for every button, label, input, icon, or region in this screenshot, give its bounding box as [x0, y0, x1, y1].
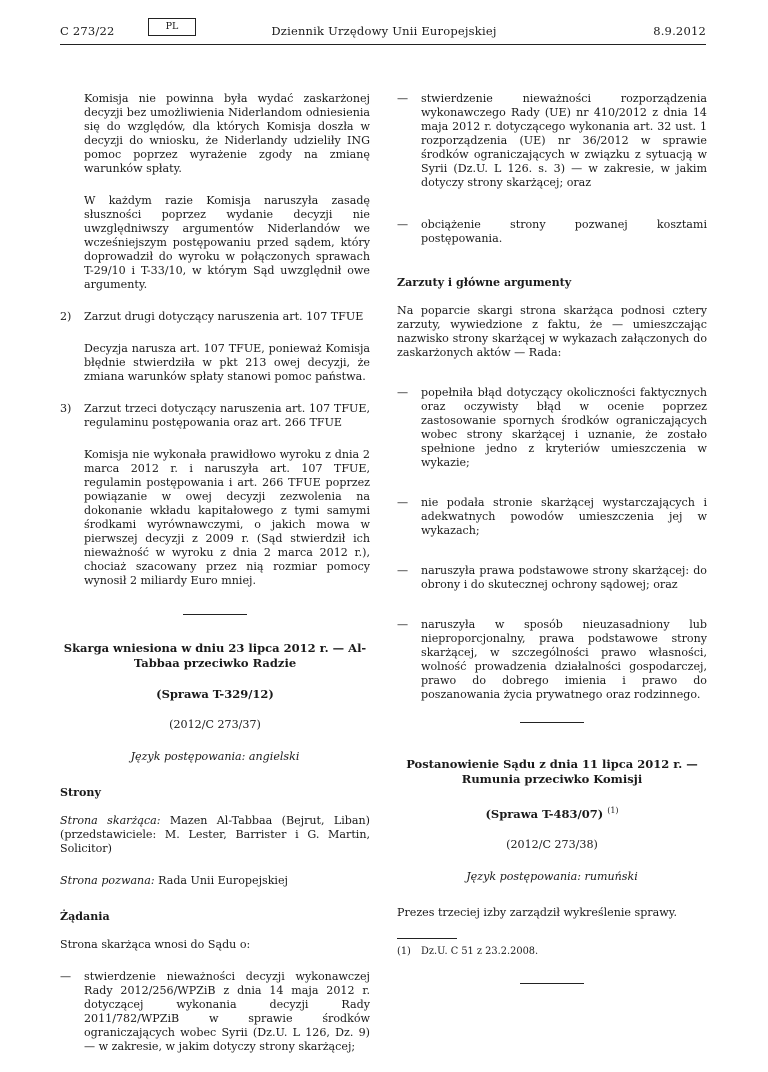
order-reference: (2012/C 273/38): [506, 837, 598, 851]
defendant-line: [60, 874, 370, 888]
list-item-text: naruszyła w sposób nieuzasadniony lub nieproporcjonalny, prawa podstawowe strony skarżącej, w szczególności prawo własności, wolność prowadzenia działalności gospodarczej, prawo do dobrego imienia i prawo do poszanowania życia prywatnego oraz rodzinnego.: [421, 618, 707, 701]
paragraph: Decyzja narusza art. 107 TFUE, ponieważ Komisja błędnie stwierdziła w pkt 213 owej decyzji, że zmiana warunków spłaty stanowi pomoc państwa.: [84, 342, 370, 383]
paragraph: Komisja nie wykonała prawidłowo wyroku z dnia 2 marca 2012 r. i naruszyła art. 107 TFUE, regulamin postępowania i art. 266 TFUE poprzez powiązanie w owej decyzji zezwolenia na dokonanie wkładu kapitałowego z tymi samymi środkami wyrównawczymi, o jakich mowa w pierwszej decyzji z 2009 r. (Sąd stwierdził ich nieważność w wyroku z dnia 2 marca 2012 r.), chociaż szacowany przez nią rozmiar pomocy wynosił 2 miliardy Euro mniej.: [84, 448, 370, 587]
section-heading-zadania: Żądania: [60, 910, 110, 923]
footnote-text: Dz.U. C 51 z 23.2.2008.: [421, 945, 539, 957]
dash-marker: —: [397, 386, 409, 399]
dash-marker: —: [397, 618, 409, 631]
right-column: [397, 92, 707, 1010]
dash-marker: —: [60, 970, 72, 983]
case-title: Skarga wniesiona w dniu 23 lipca 2012 r. — Al-Tabbaa przeciwko Radzie: [63, 641, 367, 670]
list-item-text: stwierdzenie nieważności decyzji wykonawczej Rady 2012/256/WPZiB z dnia 14 maja 2012 r. dotyczącej wykonania decyzji Rady 2011/782/WPZiB w sprawie środków ograniczających wobec Syrii (Dz.U. L 126, Dz. 9) — w zakresie, w jakim dotyczy strony skarżącej;: [84, 970, 370, 1053]
claims-intro: Strona skarżąca wnosi do Sądu o:: [60, 938, 251, 951]
numbered-plea: [60, 310, 370, 324]
order-language: Język postępowania: rumuński: [466, 869, 638, 883]
numbered-plea: [60, 402, 370, 430]
defendant-label: Strona pozwana:: [60, 874, 155, 887]
list-item: [397, 218, 707, 246]
language-badge: PL: [148, 18, 196, 36]
list-item-text: obciążenie strony pozwanej kosztami postępowania.: [421, 218, 707, 245]
applicant-label: Strona skarżąca:: [60, 814, 161, 827]
dash-marker: —: [397, 564, 409, 577]
footnote-rule: [397, 938, 457, 939]
list-item-text: nie podała stronie skarżącej wystarczających i adekwatnych powodów umieszczenia jej w wykazach;: [421, 496, 707, 537]
list-item-text: stwierdzenie nieważności rozporządzenia wykonawczego Rady (UE) nr 410/2012 z dnia 14 maja 2012 r. dotyczącego wykonania art. 32 ust. 1 rozporządzenia (UE) nr 36/2012 w sprawie środków ograniczających w związku z sytuacją w Syrii (Dz.U. L 126. s. 3) — w zakresie, w jakim dotyczy strony skarżącej; oraz: [421, 92, 707, 189]
procedure-language: Język postępowania: angielski: [130, 750, 300, 763]
footnote-reference: (1): [607, 806, 619, 815]
journal-title: Dziennik Urzędowy Unii Europejskiej: [271, 24, 497, 38]
dash-marker: —: [397, 218, 409, 231]
section-separator: [520, 983, 584, 984]
order-title: Postanowienie Sądu z dnia 11 lipca 2012 r. — Rumunia przeciwko Komisji: [406, 757, 698, 786]
dash-marker: —: [397, 496, 409, 509]
paragraph: Komisja nie powinna była wydać zaskarżonej decyzji bez umożliwienia Niderlandom odniesienia się do względów, dla których Komisja doszła w decyzji do wniosku, że Niderlandy udzieliły ING pomoc poprzez wyrażenie zgody na zmianę warunków spłaty.: [84, 92, 370, 175]
list-item: [397, 618, 707, 702]
list-item-text: popełniła błąd dotyczący okoliczności faktycznych oraz oczywisty błąd w ocenie poprzez zastosowanie spornych środków ograniczających wobec strony skarżącej i uznanie, że zostało spełnione jedno z kryteriów umieszczenia w wykazie;: [421, 386, 707, 469]
pleas-intro: Na poparcie skargi strona skarżąca podnosi cztery zarzuty, wywiedzione z faktu, że — umieszczając nazwisko strony skarżącej w wykazach załączonych do zaskarżonych aktów — Rada:: [397, 304, 707, 359]
applicant-line: [60, 814, 370, 856]
applicant-text: Mazen Al-Tabbaa (Bejrut, Liban) (przedstawiciele: M. Lester, Barrister i G. Martin, Solicitor): [60, 814, 370, 855]
paragraph: W każdym razie Komisja naruszyła zasadę słuszności poprzez wydanie decyzji nie uwzględniwszy argumentów Niderlandów we wcześniejszym postępowaniu przed sądem, który doprowadził do wyroku w połączonych sprawach T-29/10 i T-33/10, w którym Sąd uwzględnił owe argumenty.: [84, 194, 370, 291]
list-item: [60, 970, 370, 1054]
plea-number: 3): [60, 402, 72, 415]
plea-title: Zarzut drugi dotyczący naruszenia art. 107 TFUE: [84, 310, 364, 323]
header-rule: [60, 44, 706, 45]
list-item: [397, 496, 707, 538]
section-separator: [520, 722, 584, 723]
footnote: [397, 945, 707, 959]
plea-title: Zarzut trzeci dotyczący naruszenia art. 107 TFUE, regulaminu postępowania oraz art. 266 TFUE: [84, 402, 370, 429]
plea-number: 2): [60, 310, 72, 323]
footnote-number: (1): [397, 945, 411, 957]
dash-marker: —: [397, 92, 409, 105]
section-separator: [183, 614, 247, 615]
section-heading-strony: Strony: [60, 786, 101, 799]
order-case-number: [397, 803, 707, 822]
list-item-text: naruszyła prawa podstawowe strony skarżącej: do obrony i do skutecznej ochrony sądowej; oraz: [421, 564, 707, 591]
order-number: (Sprawa T-483/07): [485, 806, 604, 821]
left-column: [60, 92, 370, 1072]
publication-date: 8.9.2012: [653, 24, 706, 38]
list-item: [397, 386, 707, 470]
list-item: [397, 564, 707, 592]
case-reference: (2012/C 273/37): [169, 718, 261, 731]
journal-reference: C 273/22: [60, 24, 115, 38]
order-text: Prezes trzeciej izby zarządził wykreślenie sprawy.: [397, 905, 678, 919]
case-number: (Sprawa T-329/12): [156, 687, 274, 701]
section-heading-zarzuty: Zarzuty i główne argumenty: [397, 276, 572, 289]
list-item: [397, 92, 707, 190]
defendant-text: Rada Unii Europejskiej: [158, 874, 288, 887]
